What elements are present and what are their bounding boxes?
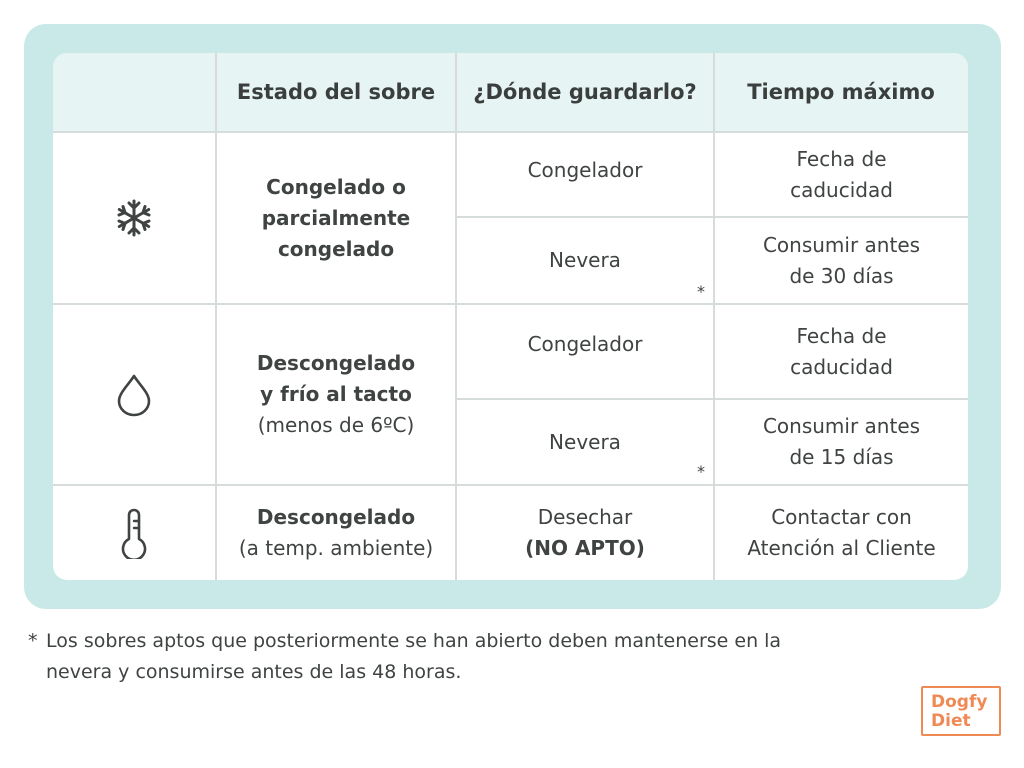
state-line: Congelado o — [266, 174, 406, 199]
time-line: de 30 días — [789, 263, 894, 288]
row-room-icon-cell — [53, 486, 215, 580]
row-room-time — [715, 486, 968, 580]
header-state: Estado del sobre — [216, 53, 456, 132]
row-thawed-icon-cell — [53, 305, 215, 484]
dogfy-diet-logo — [921, 686, 1001, 736]
footnote-text: Los sobres aptos que posteriormente se han abierto deben mantenerse en la nevera y consumirse antes de las 48 horas. — [46, 630, 782, 683]
time-line: Atención al Cliente — [747, 536, 936, 560]
header-time: Tiempo máximo — [714, 53, 968, 132]
row-frozen-fridge-place: Nevera — [549, 248, 621, 272]
time-line: Fecha de — [796, 323, 887, 348]
place-line: (NO APTO) — [525, 536, 645, 560]
thermometer-icon — [119, 507, 149, 559]
row-thawed-fridge-place: Nevera — [549, 429, 621, 454]
row-thawed-state — [217, 305, 455, 484]
state-line: Descongelado — [256, 505, 416, 529]
state-line: Descongelado — [256, 351, 416, 375]
row-frozen-icon-cell — [53, 133, 215, 303]
footnote-marker: * — [697, 282, 705, 301]
row-frozen-freezer-time — [715, 133, 968, 216]
state-line: parcialmente — [261, 205, 411, 230]
time-line: caducidad — [790, 177, 893, 202]
water-drop-icon — [115, 373, 153, 417]
row-room-place — [457, 486, 713, 580]
row-room-state — [217, 486, 455, 580]
time-line: de 15 días — [789, 445, 894, 469]
header-where: ¿Dónde guardarlo? — [456, 53, 714, 132]
snowflake-icon — [114, 198, 154, 238]
row-frozen-fridge-time — [715, 218, 968, 303]
row-thawed-freezer-place: Congelador — [527, 332, 643, 356]
time-line: caducidad — [790, 354, 893, 379]
time-line: Fecha de — [796, 146, 887, 171]
state-line: congelado — [277, 236, 395, 261]
storage-table — [53, 53, 968, 580]
row-frozen-freezer-place: Congelador — [527, 158, 643, 182]
row-frozen-state — [217, 133, 455, 303]
time-line: Contactar con — [771, 505, 912, 529]
row-thawed-freezer-time — [715, 305, 968, 398]
row-thawed-fridge-time — [715, 400, 968, 484]
time-line: Consumir antes — [762, 232, 921, 257]
footnote-marker: * — [697, 462, 705, 481]
header-corner — [53, 53, 216, 132]
state-line: (menos de 6ºC) — [257, 413, 415, 437]
logo-line: Dogfy — [931, 692, 988, 712]
state-line: y frío al tacto — [260, 382, 412, 406]
place-line: Desechar — [537, 505, 633, 529]
footnote-mark: * — [28, 630, 38, 652]
time-line: Consumir antes — [762, 414, 921, 438]
logo-line: Diet — [931, 711, 971, 731]
state-line: (a temp. ambiente) — [238, 536, 434, 560]
